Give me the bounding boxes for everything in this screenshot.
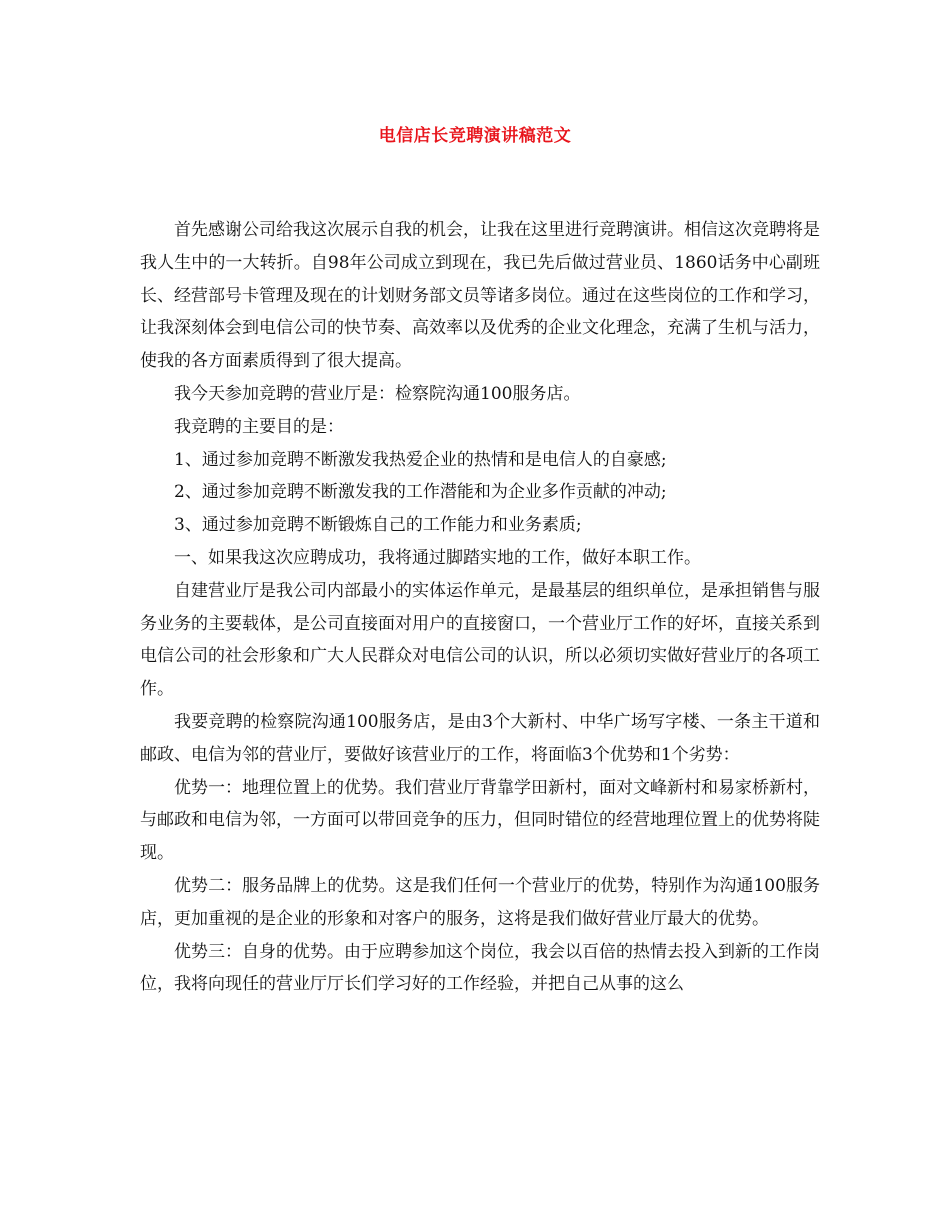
paragraph: 首先感谢公司给我这次展示自我的机会，让我在这里进行竞聘演讲。相信这次竞聘将是我人生中的一大转折。自98年公司成立到现在，我已先后做过营业员、1860话务中心副班长、经营部号卡管理及现在的计划财务部文员等诸多岗位。通过在这些岗位的工作和学习，让我深刻体会到电信公司的快节奏、高效率以及优秀的企业文化理念，充满了生机与活力，使我的各方面素质得到了很大提高。 (140, 220, 820, 372)
document-title: 电信店长竞聘演讲稿范文 (378, 126, 572, 146)
paragraph: 自建营业厅是我公司内部最小的实体运作单元，是最基层的组织单位，是承担销售与服务业务的主要载体，是公司直接面对用户的直接窗口，一个营业厅工作的好坏，直接关系到电信公司的社会形象和广大人民群众对电信公司的认识，所以必须切实做好营业厅的各项工作。 (140, 580, 820, 700)
paragraph: 一、如果我这次应聘成功，我将通过脚踏实地的工作，做好本职工作。 (174, 547, 701, 568)
paragraph: 我要竞聘的检察院沟通100服务店，是由3个大新村、中华广场写字楼、一条主干道和邮政、电信为邻的营业厅，要做好该营业厅的工作，将面临3个优势和1个劣势： (140, 711, 820, 765)
paragraph: 优势三：自身的优势。由于应聘参加这个岗位，我会以百倍的热情去投入到新的工作岗位，我将向现任的营业厅厅长们学习好的工作经验，并把自己从事的这么 (140, 941, 820, 995)
paragraph: 2、通过参加竞聘不断激发我的工作潜能和为企业多作贡献的冲动; (174, 482, 667, 503)
document-body (140, 214, 820, 1001)
paragraph: 1、通过参加竞聘不断激发我热爱企业的热情和是电信人的自豪感; (174, 449, 667, 470)
paragraph: 我竞聘的主要目的是： (174, 416, 344, 437)
paragraph: 我今天参加竞聘的营业厅是：检察院沟通100服务店。 (174, 383, 581, 404)
paragraph: 优势二：服务品牌上的优势。这是我们任何一个营业厅的优势，特别作为沟通100服务店，更加重视的是企业的形象和对客户的服务，这将是我们做好营业厅最大的优势。 (140, 875, 820, 929)
paragraph: 3、通过参加竞聘不断锻炼自己的工作能力和业务素质; (174, 515, 582, 536)
paragraph: 优势一：地理位置上的优势。我们营业厅背靠学田新村，面对文峰新村和易家桥新村，与邮政和电信为邻，一方面可以带回竞争的压力，但同时错位的经营地理位置上的优势将陡现。 (140, 777, 820, 864)
